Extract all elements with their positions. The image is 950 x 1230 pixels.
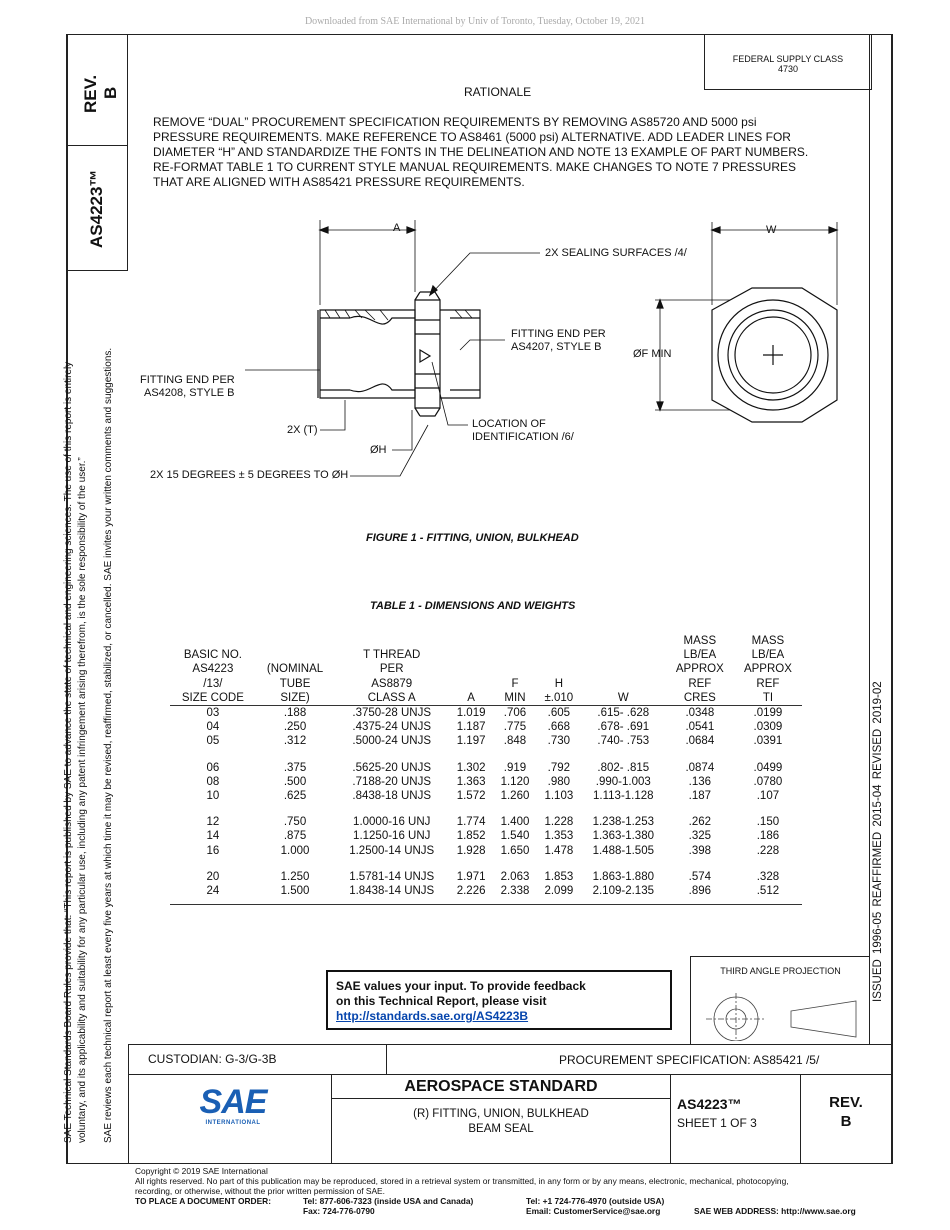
title-rev-label: REV. — [829, 1094, 863, 1111]
side-rev-label: REV. — [81, 74, 100, 113]
cell: 10 — [206, 790, 220, 803]
issue-dates: ISSUED 1996-05 REAFFIRMED 2015-04 REVISED 2019-02 — [872, 681, 884, 1002]
cell: 1.478 — [544, 844, 574, 857]
label-w: W — [766, 224, 777, 236]
table-header-row — [170, 634, 802, 706]
cell: 1.650 — [500, 844, 530, 857]
feedback-line1: SAE values your input. To provide feedback — [336, 979, 586, 993]
fitting-end-a-line1: FITTING END PER — [140, 374, 235, 386]
cell: .186 — [756, 830, 780, 843]
side-rev-value: B — [101, 86, 120, 99]
title-line1: (R) FITTING, UNION, BULKHEAD — [413, 1108, 589, 1120]
cell: 06 — [206, 761, 220, 774]
cell: 1.000 — [280, 844, 310, 857]
cell: .730 — [547, 735, 571, 748]
title-doc-number: AS4223™ — [677, 1096, 742, 1112]
cell: 1.971 — [456, 870, 486, 883]
cell: .980 — [547, 775, 571, 788]
col-mass-cres: MASS LB/EA APPROX REF CRES — [666, 634, 734, 706]
cell: .398 — [688, 844, 712, 857]
cell: 1.540 — [500, 830, 530, 843]
left-notice-1: SAE Technical Standards Board Rules provide that: “This report is published by SAE to advance the state of technical and engineering sciences. The use of this report is entirely — [63, 361, 74, 1143]
cell: 1.1250-16 UNJ — [353, 830, 431, 843]
email: Email: CustomerService@sae.org — [526, 1206, 661, 1216]
federal-supply-value: 4730 — [777, 64, 799, 74]
cell: .0309 — [753, 721, 783, 734]
cell: .500 — [283, 775, 307, 788]
cell: .0874 — [685, 761, 715, 774]
table-row — [170, 829, 802, 843]
figure-caption: FIGURE 1 - FITTING, UNION, BULKHEAD — [366, 532, 579, 544]
cell: .919 — [503, 761, 527, 774]
rights-line2: recording, or otherwise, without the prior written permission of SAE. — [135, 1186, 385, 1196]
sae-logo — [195, 1085, 271, 1126]
cell: .0541 — [685, 721, 715, 734]
label-f-min: ØF MIN — [633, 348, 672, 360]
cell: 08 — [206, 775, 220, 788]
table-caption: TABLE 1 - DIMENSIONS AND WEIGHTS — [370, 600, 576, 612]
label-a: A — [393, 222, 401, 234]
cell: .615- .628 — [597, 707, 650, 720]
cell: .668 — [547, 721, 571, 734]
cell: .0684 — [685, 735, 715, 748]
label-sealing-surfaces: 2X SEALING SURFACES /4/ — [545, 247, 687, 259]
cell: 1.5781-14 UNJS — [349, 870, 435, 883]
cell: 1.863-1.880 — [592, 870, 654, 883]
label-fitting-end-a — [140, 374, 235, 400]
col-basic-no: BASIC NO. AS4223 /13/ SIZE CODE — [170, 634, 256, 706]
copyright: Copyright © 2019 SAE International — [135, 1166, 268, 1176]
cell: .8438-18 UNJS — [352, 790, 432, 803]
cell: 1.2500-14 UNJS — [349, 844, 435, 857]
rationale-line: RE-FORMAT TABLE 1 TO CURRENT STYLE MANUAL REQUIREMENTS. MAKE CHANGES TO NOTE 7 PRESSURES — [153, 160, 797, 174]
rationale-line: REMOVE “DUAL” PROCUREMENT SPECIFICATION REQUIREMENTS BY REMOVING AS85720 AND 5000 psi — [153, 115, 757, 129]
fitting-drawing — [130, 200, 860, 500]
third-angle-label: THIRD ANGLE PROJECTION — [720, 966, 841, 976]
fitting-end-b-line1: FITTING END PER — [511, 328, 606, 340]
title-line2: BEAM SEAL — [468, 1123, 534, 1135]
rights-line1: All rights reserved. No part of this publication may be reproduced, stored in a retrieval system or transmitted, in any form or by any means, electronic, mechanical, photocopying, — [135, 1176, 789, 1186]
cell: 2.109-2.135 — [581, 884, 666, 905]
col-mass-ti: MASS LB/EA APPROX REF TI — [734, 634, 802, 706]
cell: .5000-24 UNJS — [352, 735, 432, 748]
label-fitting-end-b — [511, 328, 606, 354]
table-row — [170, 803, 802, 829]
cell: 1.852 — [456, 830, 486, 843]
sae-logo-text: SAE — [199, 1083, 267, 1121]
cell: 1.363 — [456, 775, 486, 788]
table-row — [170, 884, 802, 905]
procurement-spec: PROCUREMENT SPECIFICATION: AS85421 /5/ — [559, 1053, 820, 1067]
cell: .625 — [283, 790, 307, 803]
cell: .990-1.003 — [595, 775, 651, 788]
document-title — [332, 1107, 670, 1137]
fitting-end-b-line2: AS4207, STYLE B — [511, 341, 602, 353]
col-f-min: F MIN — [493, 634, 537, 706]
location-line2: IDENTIFICATION /6/ — [472, 431, 574, 443]
cell: 1.103 — [544, 790, 574, 803]
cell: .250 — [283, 721, 307, 734]
cell: 1.187 — [456, 721, 486, 734]
table-row — [170, 789, 802, 803]
tel-intl: Tel: +1 724-776-4970 (outside USA) — [526, 1196, 665, 1206]
cell: 14 — [206, 830, 220, 843]
cell: .875 — [283, 830, 307, 843]
col-a: A — [449, 634, 493, 706]
cell: 03 — [206, 707, 220, 720]
cell: .512 — [734, 884, 802, 905]
feedback-line2: on this Technical Report, please visit — [336, 994, 547, 1008]
label-thread: 2X (T) — [287, 424, 318, 436]
cell: 1.120 — [500, 775, 530, 788]
label-location — [472, 418, 574, 444]
table-row — [170, 706, 802, 721]
fax: Fax: 724-776-0790 — [303, 1206, 375, 1216]
label-degrees: 2X 15 DEGREES ± 5 DEGREES TO ØH — [150, 469, 349, 481]
table-row — [170, 858, 802, 884]
cell: .150 — [756, 816, 780, 829]
location-line1: LOCATION OF — [472, 418, 546, 430]
cell: .0499 — [753, 761, 783, 774]
cell: 1.113-1.128 — [593, 790, 654, 803]
side-doc-number: AS4223™ — [87, 169, 106, 248]
cell: 1.250 — [280, 870, 310, 883]
rationale-line: THAT ARE ALIGNED WITH AS85421 PRESSURE REQUIREMENTS. — [153, 175, 525, 189]
cell: .136 — [688, 775, 712, 788]
custodian: CUSTODIAN: G-3/G-3B — [148, 1052, 277, 1066]
cell: 1.0000-16 UNJ — [353, 816, 431, 829]
cell: 1.019 — [456, 707, 486, 720]
cell: .0348 — [685, 707, 715, 720]
download-notice: Downloaded from SAE International by Univ of Toronto, Tuesday, October 19, 2021 — [304, 16, 646, 27]
col-t-thread: T THREAD PER AS8879 CLASS A — [334, 634, 449, 706]
cell: 1.500 — [256, 884, 335, 905]
cell: 1.238-1.253 — [592, 816, 654, 829]
cell: 20 — [206, 870, 220, 883]
col-w: W — [581, 634, 666, 706]
cell: 1.228 — [544, 816, 574, 829]
feedback-link[interactable]: http://standards.sae.org/AS4223B — [336, 1009, 529, 1023]
cell: 1.400 — [500, 816, 530, 829]
cell: 1.260 — [500, 790, 530, 803]
table-row — [170, 749, 802, 775]
third-angle-box — [690, 956, 870, 1045]
rationale-title: RATIONALE — [464, 85, 532, 99]
cell: .678- .691 — [597, 721, 650, 734]
cell: .574 — [688, 870, 712, 883]
cell: 2.338 — [493, 884, 537, 905]
cell: 24 — [170, 884, 256, 905]
cell: 1.928 — [456, 844, 486, 857]
table-row — [170, 844, 802, 858]
cell: 1.774 — [456, 816, 486, 829]
cell: .0199 — [753, 707, 783, 720]
cell: 1.488-1.505 — [592, 844, 654, 857]
sheet-number: SHEET 1 OF 3 — [677, 1116, 757, 1130]
rationale-line: PRESSURE REQUIREMENTS. MAKE REFERENCE TO AS8461 (5000 psi) ALTERNATIVE. ADD LEADER LINES FOR — [153, 130, 791, 144]
cell: .0780 — [753, 775, 783, 788]
order-label: TO PLACE A DOCUMENT ORDER: — [135, 1196, 272, 1206]
col-tube-size: (NOMINAL TUBE SIZE) — [256, 634, 335, 706]
cell: .740- .753 — [597, 735, 650, 748]
col-h: H ±.010 — [537, 634, 581, 706]
cell: 1.363-1.380 — [592, 830, 654, 843]
cell: 2.226 — [449, 884, 493, 905]
third-angle-symbol — [696, 981, 866, 1041]
table-row — [170, 734, 802, 748]
cell: .7188-20 UNJS — [352, 775, 432, 788]
cell: 05 — [206, 735, 220, 748]
feedback-box — [326, 970, 672, 1030]
table-row — [170, 775, 802, 789]
cell: 1.8438-14 UNJS — [334, 884, 449, 905]
cell: .262 — [688, 816, 712, 829]
rationale-line: DIAMETER “H” AND STANDARDIZE THE FONTS IN THE DELINEATION AND NOTE 13 EXAMPLE OF PART NUMBERS. — [153, 145, 809, 159]
left-notice-2: voluntary, and its applicability and suitability for any particular use, including any patent infringement arising therefrom, is the sole responsibility of the user.” — [77, 457, 88, 1143]
web-address: SAE WEB ADDRESS: http://www.sae.org — [694, 1206, 856, 1216]
cell: .188 — [283, 707, 307, 720]
rationale-text — [153, 115, 808, 190]
cell: .3750-28 UNJS — [352, 707, 432, 720]
dimensions-table — [170, 634, 802, 905]
fitting-end-a-line2: AS4208, STYLE B — [144, 387, 235, 399]
cell: .5625-20 UNJS — [352, 761, 432, 774]
cell: .325 — [688, 830, 712, 843]
label-h: ØH — [370, 444, 387, 456]
cell: .848 — [503, 735, 527, 748]
table-row — [170, 720, 802, 734]
tel-us: Tel: 877-606-7323 (inside USA and Canada) — [303, 1196, 474, 1206]
title-rev-value: B — [840, 1113, 852, 1130]
cell: 16 — [206, 844, 220, 857]
cell: .896 — [666, 884, 734, 905]
cell: 1.572 — [456, 790, 486, 803]
footer — [135, 1166, 935, 1196]
cell: .706 — [503, 707, 527, 720]
cell: .792 — [547, 761, 571, 774]
cell: .775 — [503, 721, 527, 734]
aerospace-standard: AEROSPACE STANDARD — [404, 1078, 598, 1095]
cell: .187 — [688, 790, 712, 803]
cell: 2.099 — [537, 884, 581, 905]
federal-supply-box — [704, 34, 872, 90]
cell: .750 — [283, 816, 307, 829]
cell: 04 — [206, 721, 220, 734]
cell: 12 — [206, 816, 220, 829]
sae-logo-subtext: INTERNATIONAL — [205, 1120, 261, 1126]
cell: .312 — [283, 735, 307, 748]
cell: 2.063 — [500, 870, 530, 883]
cell: .107 — [756, 790, 780, 803]
cell: .0391 — [753, 735, 783, 748]
cell: 1.353 — [544, 830, 574, 843]
cell: .228 — [756, 844, 780, 857]
left-notice-3: SAE reviews each technical report at least every five years at which time it may be revised, reaffirmed, stabilized, or cancelled. SAE invites your written comments and suggestions. — [103, 347, 114, 1143]
federal-supply-label: FEDERAL SUPPLY CLASS — [732, 54, 844, 64]
cell: 1.302 — [456, 761, 486, 774]
cell: .802- .815 — [597, 761, 650, 774]
cell: .4375-24 UNJS — [352, 721, 432, 734]
cell: 1.853 — [544, 870, 574, 883]
cell: .328 — [756, 870, 780, 883]
cell: .605 — [547, 707, 571, 720]
cell: 1.197 — [456, 735, 486, 748]
cell: .375 — [283, 761, 307, 774]
